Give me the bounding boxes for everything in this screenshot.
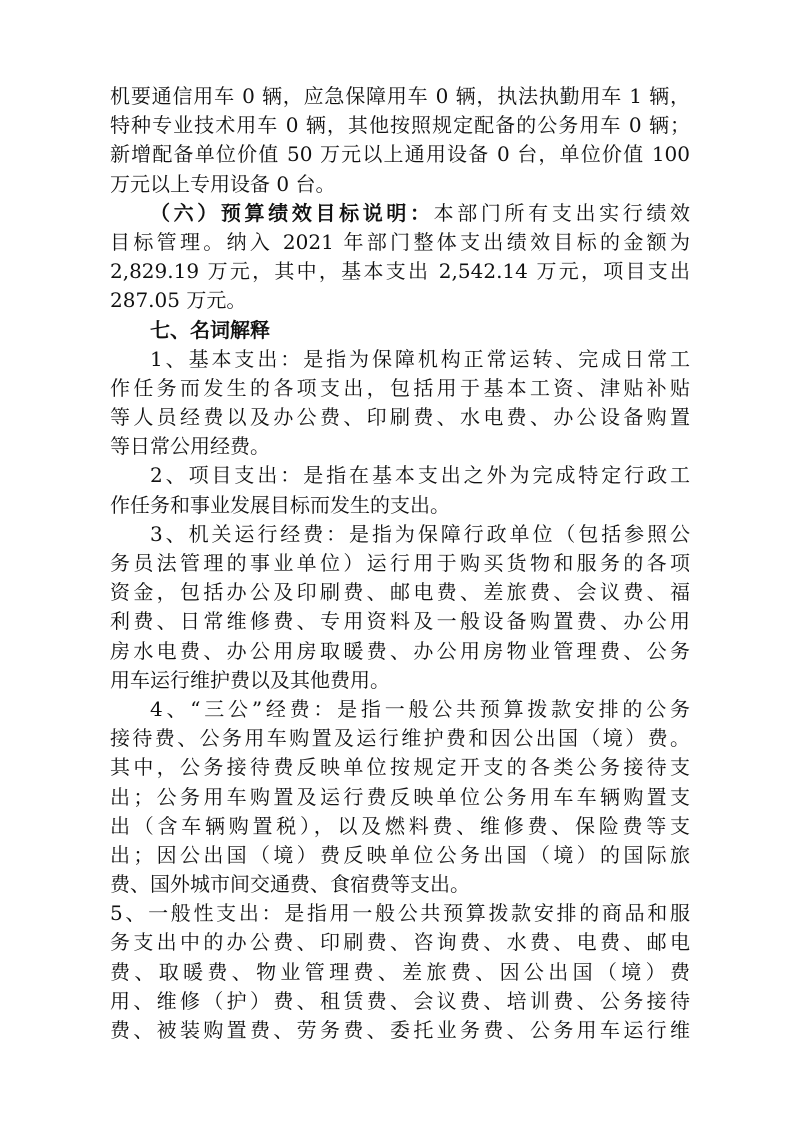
text-line: 5、一般性支出：是指用一般公共预算拨款安排的商品和服 [110, 901, 690, 926]
text-line: 万元以上专用设备 0 台。 [110, 171, 336, 196]
text-line: 1、基本支出：是指为保障机构正常运转、完成日常工 [150, 346, 690, 371]
text-line: 287.05 万元。 [110, 288, 247, 313]
paragraph-vehicles [110, 82, 690, 199]
text-line: 用、维修（护）费、租赁费、会议费、培训费、公务接待 [110, 988, 690, 1013]
text-line: 出（含车辆购置税），以及燃料费、维修费、保险费等支 [110, 813, 690, 838]
text-line: 费、取暖费、物业管理费、差旅费、因公出国（境）费 [110, 959, 690, 984]
text-line: 务员法管理的事业单位）运行用于购买货物和服务的各项 [110, 551, 690, 575]
text-line: 出；因公出国（境）费反映单位公务出国（境）的国际旅 [110, 842, 690, 867]
text-line: 务支出中的办公费、印刷费、咨询费、水费、电费、邮电 [110, 930, 690, 955]
section-6-text: 本部门所有支出实行绩效 [433, 200, 691, 225]
text-line: 等人员经费以及办公费、印刷费、水电费、办公设备购置 [110, 405, 690, 430]
text-line: 用车运行维护费以及其他费用。 [110, 667, 390, 692]
text-line: 机要通信用车 0 辆，应急保障用车 0 辆，执法执勤用车 1 辆， [110, 84, 690, 108]
text-line: 等日常公用经费。 [110, 434, 270, 459]
text-line: 出；公务用车购置及运行费反映单位公务用车车辆购置支 [110, 784, 690, 809]
section-7-heading: 七、名词解释 [150, 317, 270, 342]
text-line: 资金，包括办公及印刷费、邮电费、差旅费、会议费、福 [110, 580, 690, 605]
text-line: 利费、日常维修费、专用资料及一般设备购置费、办公用 [110, 609, 690, 634]
text-line: 作任务和事业发展目标而发生的支出。 [110, 492, 450, 517]
text-line: 3、机关运行经费：是指为保障行政单位（包括参照公 [150, 521, 690, 546]
text-line: 接待费、公务用车购置及运行维护费和因公出国（境）费。 [110, 726, 690, 751]
term-basic-expenditure [110, 345, 690, 462]
text-line: 目标管理。纳入 2021 年部门整体支出绩效目标的金额为 [110, 229, 690, 254]
term-three-public-expenses [110, 695, 690, 899]
document-page [110, 82, 690, 1045]
text-line: 2,829.19 万元，其中，基本支出 2,542.14 万元，项目支出 [110, 259, 690, 284]
section-6-heading: （六）预算绩效目标说明： [150, 200, 434, 225]
text-line: 费、国外城市间交通费、食宿费等支出。 [110, 872, 470, 897]
text-line: 费、被装购置费、劳务费、委托业务费、公务用车运行维 [110, 1018, 690, 1042]
text-line: 房水电费、办公用房取暖费、办公用房物业管理费、公务 [110, 638, 690, 663]
text-line: 新增配备单位价值 50 万元以上通用设备 0 台，单位价值 100 [110, 142, 690, 167]
section-performance-goals [110, 199, 690, 316]
term-general-expenditure [110, 899, 690, 1045]
term-operating-funds [110, 520, 690, 695]
term-project-expenditure [110, 461, 690, 519]
text-line [110, 199, 690, 228]
text-line: 特种专业技术用车 0 辆，其他按照规定配备的公务用车 0 辆； [110, 113, 690, 138]
text-line: 其中，公务接待费反映单位按规定开支的各类公务接待支 [110, 755, 690, 780]
text-line: 作任务而发生的各项支出，包括用于基本工资、津贴补贴 [110, 375, 690, 400]
text-line: 2、项目支出：是指在基本支出之外为完成特定行政工 [150, 463, 690, 488]
text-line: 4、“三公”经费：是指一般公共预算拨款安排的公务 [150, 696, 690, 721]
